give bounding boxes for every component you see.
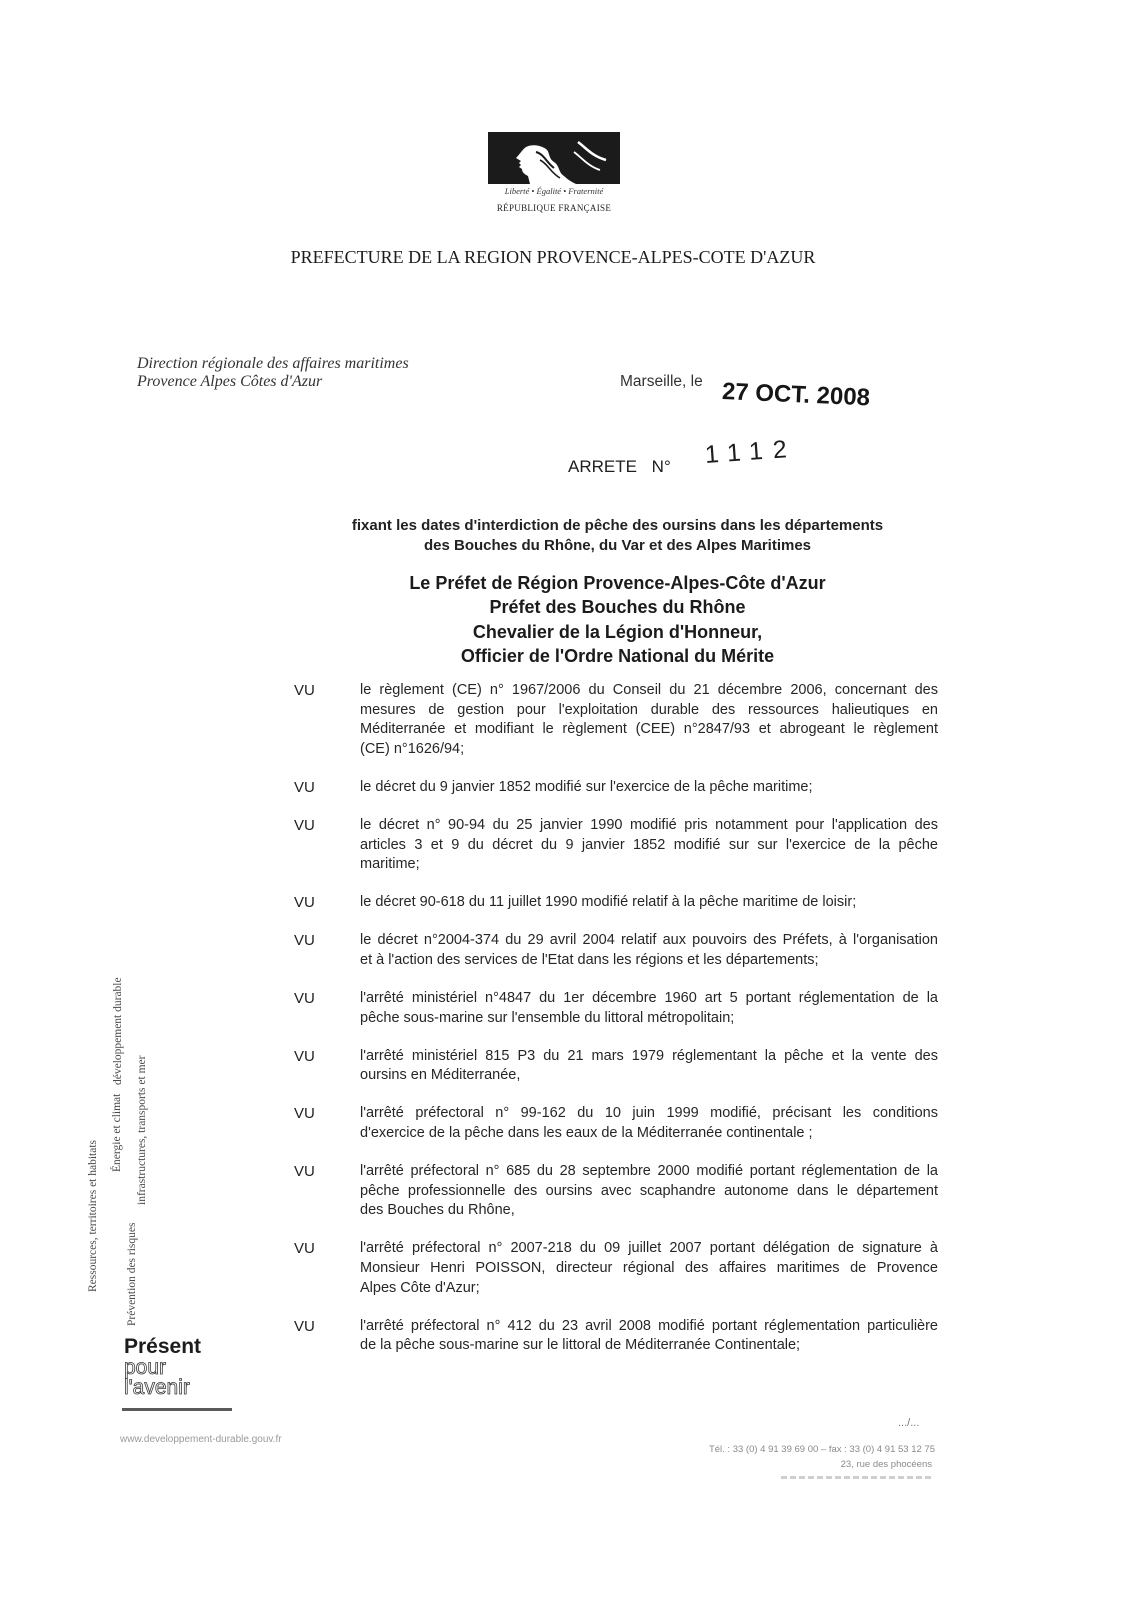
vu-text [360, 778, 938, 798]
vu-text-line: l'arrêté préfectoral n° 2007-218 du 09 juillet 2007 portant délégation de signature à [360, 1240, 938, 1257]
vu-text-line: Méditerranée et modifiant le règlement (CEE) n°2847/93 et abrogeant le règlement [360, 721, 938, 738]
vu-label: VU [294, 894, 315, 912]
page-continuation-mark: .../... [898, 1417, 920, 1429]
vu-label: VU [294, 1317, 315, 1335]
vu-text-line: de la pêche sous-marine sur le littoral de Méditerranée Continentale; [360, 1337, 801, 1354]
vu-text-line: maritime; [360, 856, 420, 873]
vu-text-line: Monsieur Henri POISSON, directeur régional des affaires maritimes de Provence [360, 1259, 938, 1276]
arrete-label: ARRETE N° [568, 457, 671, 476]
prefect-title-4: Officier de l'Ordre National du Mérite [460, 646, 775, 667]
slogan-word-3: l'avenir [124, 1376, 190, 1399]
vu-text-line: mesures de gestion pour l'exploitation durable des ressources halieutiques en [360, 701, 938, 718]
vu-text-line: oursins en Méditerranée, [360, 1067, 521, 1084]
prefect-title-1: Le Préfet de Région Provence-Alpes-Côte d'Azur [409, 573, 826, 593]
logo-republique-francaise: RÉPUBLIQUE FRANÇAISE [496, 203, 612, 213]
vu-item [0, 816, 1131, 875]
vu-text [360, 1239, 938, 1298]
vu-item [0, 1162, 1131, 1221]
illegible-address-line [781, 1476, 931, 1479]
prefect-title-2: Préfet des Bouches du Rhône [489, 597, 746, 618]
slogan-word-2: pour [124, 1355, 167, 1379]
subject-line-1: fixant les dates d'interdiction de pêche des oursins dans les départements [351, 517, 884, 534]
prefecture-heading: PREFECTURE DE LA REGION PROVENCE-ALPES-COTE D'AZUR [290, 247, 816, 267]
vu-item [0, 989, 1131, 1028]
vu-item [0, 931, 1131, 970]
vu-text-line: l'arrêté ministériel 815 P3 du 21 mars 1979 réglementant la pêche et la vente des [360, 1047, 938, 1064]
sender-line-1: Direction régionale des affaires maritimes [137, 355, 409, 372]
vu-text-line: (CE) n°1626/94; [360, 740, 465, 757]
vu-label: VU [294, 1047, 315, 1065]
contact-address: 23, rue des phocéens [840, 1459, 932, 1470]
vu-text-line: des Bouches du Rhône, [360, 1202, 515, 1219]
vu-text [360, 816, 938, 875]
marianne-emblem-icon [488, 132, 620, 184]
vu-text [360, 681, 938, 759]
prefect-titles [300, 571, 935, 669]
vu-text [360, 1104, 938, 1143]
arrete-number: 1112 [704, 434, 798, 469]
vu-text-line: l'arrêté préfectoral n° 685 du 28 septembre 2000 modifié portant réglementation de la [360, 1163, 938, 1180]
vu-item [0, 778, 1131, 798]
vu-text-line: l'arrêté ministériel n°4847 du 1er décembre 1960 art 5 portant réglementation de la [360, 990, 938, 1007]
vu-text-line: le décret 90-618 du 11 juillet 1990 modifié relatif à la pêche maritime de loisir; [360, 894, 857, 911]
theme-infrastructures: infrastructures, transports et mer [136, 1055, 148, 1205]
vu-text-line: pêche sous-marine sur l'ensemble du littoral métropolitain; [360, 1009, 735, 1026]
vu-label: VU [294, 1163, 315, 1181]
vu-text [360, 931, 938, 970]
vu-text [360, 1162, 938, 1221]
vu-item [0, 893, 1131, 913]
considerations-list [0, 681, 1131, 1374]
vu-label: VU [294, 990, 315, 1008]
slogan-word-1: Présent [124, 1335, 202, 1358]
theme-energie: Énergie et climat [111, 1093, 123, 1172]
vu-item [0, 1104, 1131, 1143]
date-stamp: 27 OCT. 2008 [721, 378, 871, 412]
arrete-subject [300, 516, 935, 556]
website-text: www.developpement-durable.gouv.fr [120, 1434, 282, 1445]
vu-text-line: articles 3 et 9 du décret du 9 janvier 1852 modifié sur sur l'exercice de la pêche [360, 836, 938, 853]
vu-text-line: l'arrêté préfectoral n° 99-162 du 10 juin 1999 modifié, précisant les conditions [360, 1105, 938, 1122]
vu-text-line: Alpes Côte d'Azur; [360, 1279, 480, 1296]
slogan-underline [122, 1408, 232, 1411]
prefect-title-3: Chevalier de la Légion d'Honneur, [472, 621, 763, 642]
present-pour-avenir-logo [124, 1337, 201, 1399]
subject-line-2: des Bouches du Rhône, du Var et des Alpes Maritimes [423, 537, 812, 554]
vu-text [360, 1317, 938, 1356]
vu-label: VU [294, 682, 315, 699]
vu-text-line: le règlement (CE) n° 1967/2006 du Conseil du 21 décembre 2006, concernant des [360, 682, 938, 698]
theme-prevention: Prévention des risques [126, 1222, 138, 1326]
republique-francaise-logo [488, 132, 620, 214]
vu-label: VU [294, 778, 315, 796]
vu-text-line: d'exercice de la pêche dans les eaux de la Méditerranée continentale ; [360, 1125, 813, 1141]
vu-text-line: le décret n°2004-374 du 29 avril 2004 relatif aux pouvoirs des Préfets, à l'organisation [360, 932, 938, 949]
vu-label: VU [294, 1105, 315, 1123]
vu-item [0, 1047, 1131, 1086]
vu-text-line: le décret du 9 janvier 1852 modifié sur l'exercice de la pêche maritime; [360, 778, 813, 795]
vu-text-line: pêche professionnelle des oursins avec scaphandre autonome dans le département [360, 1182, 938, 1199]
vu-label: VU [294, 816, 315, 834]
vu-text [360, 989, 938, 1028]
vu-text-line: l'arrêté préfectoral n° 412 du 23 avril 2008 modifié portant réglementation particulière [360, 1317, 938, 1334]
sender-block [137, 355, 409, 391]
vu-text-line: le décret n° 90-94 du 25 janvier 1990 modifié pris notamment pour l'application des [360, 816, 938, 833]
vu-label: VU [294, 932, 315, 950]
contact-phone-fax: Tél. : 33 (0) 4 91 39 69 00 – fax : 33 (0) 4 91 53 12 75 [708, 1444, 935, 1455]
vu-text-line: et à l'action des services de l'Etat dans les régions et les départements; [360, 951, 819, 968]
theme-ressources: Ressources, territoires et habitats [87, 1139, 99, 1292]
date-place: Marseille, le [620, 373, 703, 390]
vu-item [0, 681, 1131, 759]
sender-line-2: Provence Alpes Côtes d'Azur [137, 373, 323, 390]
vu-text [360, 893, 938, 913]
vu-label: VU [294, 1240, 315, 1258]
logo-motto: Liberté • Égalité • Fraternité [504, 186, 604, 196]
vu-item [0, 1239, 1131, 1298]
theme-developpement: développement durable [112, 977, 124, 1085]
vu-text [360, 1047, 938, 1086]
